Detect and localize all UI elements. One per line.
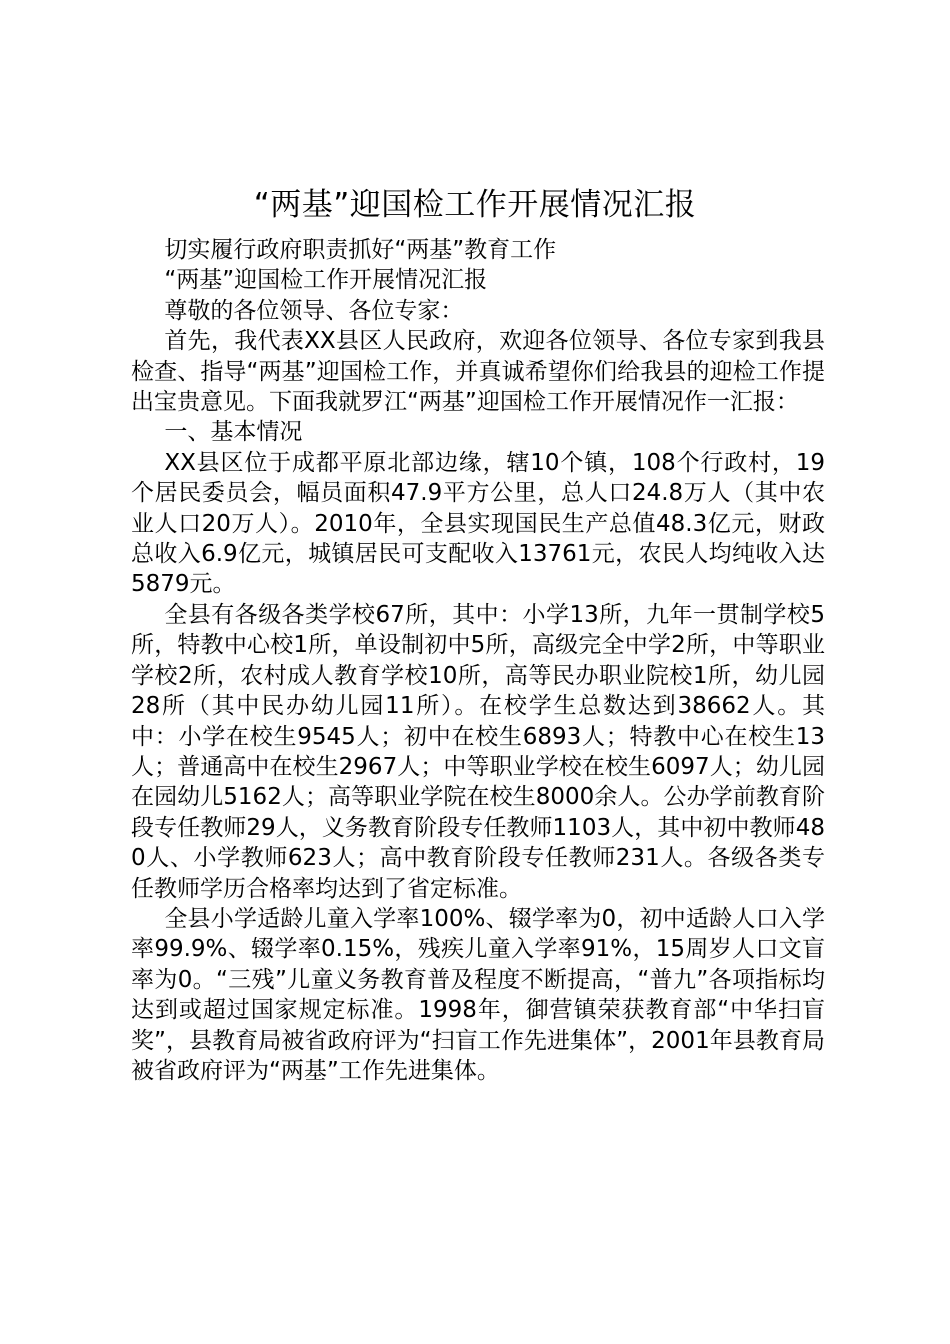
subtitle-paragraph: 切实履行政府职责抓好“两基”教育工作 xyxy=(164,237,557,263)
document-title: “两基”迎国检工作开展情况汇报 xyxy=(253,187,697,223)
salutation-paragraph: 尊敬的各位领导、各位专家： xyxy=(164,297,464,324)
opening-paragraph: 首先，我代表XX县区人民政府，欢迎各位领导、各位专家到我县检查、指导“两基”迎国检工作，并真诚希望你们给我县的迎检工作提出宝贵意见。下面我就罗江“两基”迎国检工作开展情况作一汇报： xyxy=(131,328,825,416)
county-overview-paragraph: XX县区位于成都平原北部边缘，辖10个镇，108个行政村，19个居民委员会，幅员面积47.9平方公里，总人口24.8万人（其中农业人口20万人）。2010年，全县实现国民生产总值48.3亿元，财政总收入6.9亿元，城镇居民可支配收入13761元，农民人均纯收入达5879元。 xyxy=(131,449,825,598)
document-body xyxy=(131,235,825,1086)
enrollment-rates-paragraph: 全县小学适龄儿童入学率100%、辍学率为0，初中适龄人口入学率99.9%、辍学率0.15%，残疾儿童入学率91%，15周岁人口文盲率为0。“三残”儿童义务教育普及程度不断提高，“普九”各项指标均达到或超过国家规定标准。1998年，御营镇荣获教育部“中华扫盲奖”，县教育局被省政府评为“扫盲工作先进集体”，2001年县教育局被省政府评为“两基”工作先进集体。 xyxy=(131,905,825,1084)
section-heading: 一、基本情况 xyxy=(164,419,303,446)
report-title-paragraph: “两基”迎国检工作开展情况汇报 xyxy=(164,267,488,294)
schools-overview-paragraph: 全县有各级各类学校67所，其中：小学13所，九年一贯制学校5所，特教中心校1所，单设制初中5所，高级完全中学2所，中等职业学校2所，农村成人教育学校10所，高等民办职业院校1所，幼儿园28所（其中民办幼儿园11所）。在校学生总数达到38662人。其中：小学在校生9545人；初中在校生6893人；特教中心在校生13人；普通高中在校生2967人；中等职业学校在校生6097人；幼儿园在园幼儿5162人；高等职业学院在校生8000余人。公办学前教育阶段专任教师29人，义务教育阶段专任教师1103人，其中初中教师480人、小学教师623人；高中教育阶段专任教师231人。各级各类专任教师学历合格率均达到了省定标准。 xyxy=(131,601,825,902)
